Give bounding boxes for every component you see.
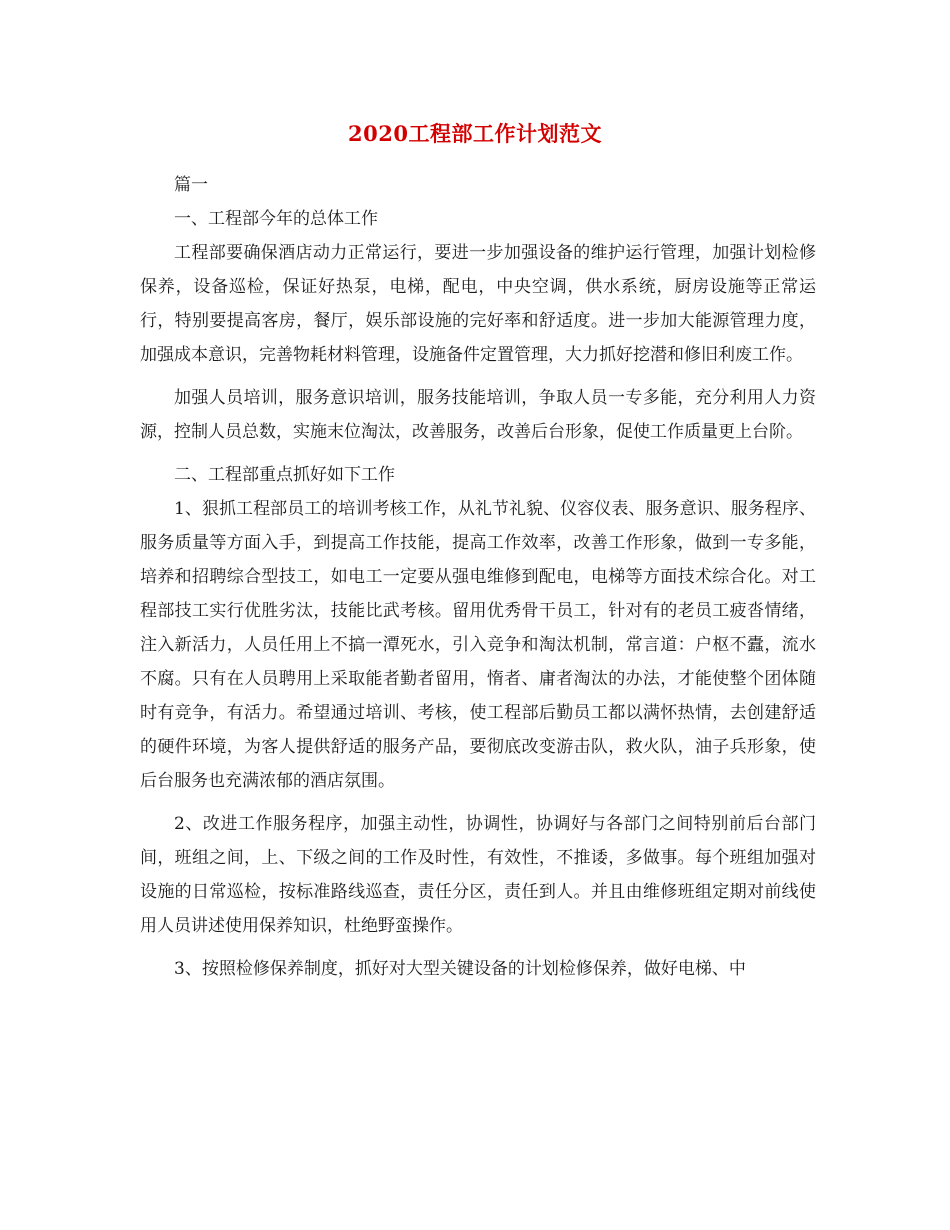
paragraph: 3、按照检修保养制度，抓好对大型关键设备的计划检修保养，做好电梯、中 xyxy=(174,959,746,979)
section-label: 篇一 xyxy=(174,175,208,195)
paragraph: 1、狠抓工程部员工的培训考核工作，从礼节礼貌、仪容仪表、服务意识、服务程序、服务质量等方面入手，到提高工作技能，提高工作效率，改善工作形象，做到一专多能，培养和招聘综合型技工，如电工一定要从强电维修到配电，电梯等方面技术综合化。对工程部技工实行优胜劣汰，技能比武考核。留用优秀骨干员工，针对有的老员工疲沓情绪，注入新活力，人员任用上不搞一潭死水，引入竞争和淘汰机制，常言道：户枢不蠹，流水不腐。只有在人员聘用上采取能者勤者留用，惰者、庸者淘汰的办法，才能使整个团体随时有竞争，有活力。希望通过培训、考核，使工程部后勤员工都以满怀热情，去创建舒适的硬件环境，为客人提供舒适的服务产品，要彻底改变游击队，救火队，油子兵形象，使后台服务也充满浓郁的酒店氛围。 xyxy=(140,499,816,791)
paragraph: 加强人员培训，服务意识培训，服务技能培训，争取人员一专多能，充分利用人力资源，控制人员总数，实施末位淘汰，改善服务，改善后台形象，促使工作质量更上台阶。 xyxy=(140,388,816,442)
section-heading: 二、工程部重点抓好如下工作 xyxy=(174,465,395,485)
document-title: 2020工程部工作计划范文 xyxy=(348,121,602,146)
section-heading: 一、工程部今年的总体工作 xyxy=(174,209,378,229)
paragraph: 2、改进工作服务程序，加强主动性，协调性，协调好与各部门之间特别前后台部门间，班组之间，上、下级之间的工作及时性，有效性，不推诿，多做事。每个班组加强对设施的日常巡检，按标准路线巡查，责任分区，责任到人。并且由维修班组定期对前线使用人员讲述使用保养知识，杜绝野蛮操作。 xyxy=(140,814,816,936)
document-body xyxy=(140,168,816,986)
paragraph: 工程部要确保酒店动力正常运行，要进一步加强设备的维护运行管理，加强计划检修保养，设备巡检，保证好热泵，电梯，配电，中央空调，供水系统，厨房设施等正常运行，特别要提高客房，餐厅，娱乐部设施的完好率和舒适度。进一步加大能源管理力度，加强成本意识，完善物耗材料管理，设施备件定置管理，大力抓好挖潜和修旧利废工作。 xyxy=(140,243,816,365)
